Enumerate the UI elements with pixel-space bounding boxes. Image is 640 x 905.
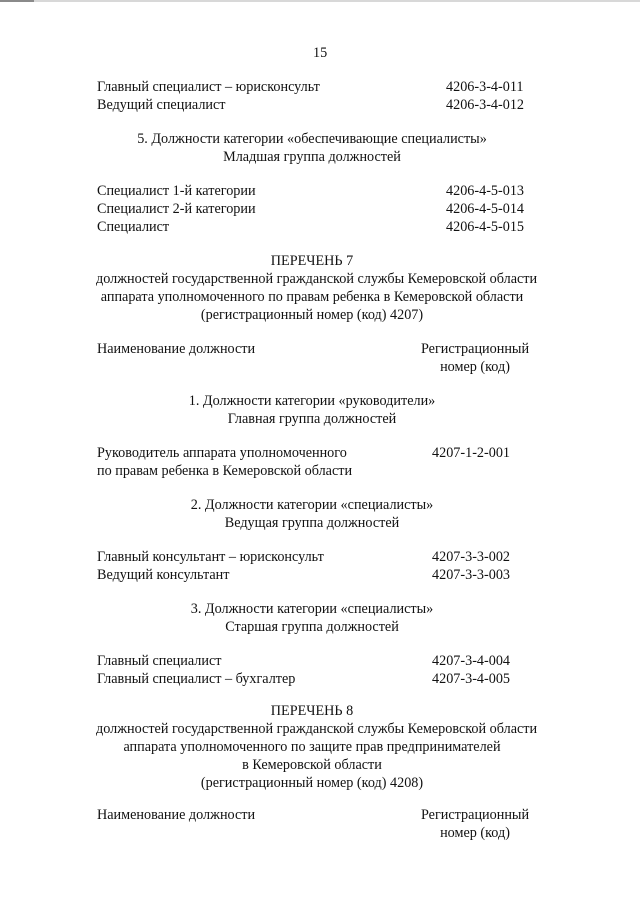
list-title-line: в Кемеровской области bbox=[242, 757, 382, 773]
registration-code: 4207-1-2-001 bbox=[432, 445, 511, 461]
registration-code: 4206-4-5-013 bbox=[446, 183, 525, 199]
list-heading: ПЕРЕЧЕНЬ 7 bbox=[270, 253, 354, 269]
column-header-line: номер (код) bbox=[440, 359, 510, 375]
list-title-line: аппарата уполномоченного по защите прав предпринимателей bbox=[123, 739, 501, 755]
registration-code: 4206-4-5-015 bbox=[446, 219, 525, 235]
position-name: Ведущий консультант bbox=[97, 567, 230, 583]
column-header-line: Регистрационный bbox=[420, 341, 530, 357]
position-name: Ведущий специалист bbox=[97, 97, 226, 113]
column-header-name: Наименование должности bbox=[97, 807, 256, 823]
registration-code: 4207-3-3-003 bbox=[432, 567, 511, 583]
table-row bbox=[97, 96, 537, 114]
table-row bbox=[97, 78, 537, 96]
column-header-code bbox=[410, 340, 540, 376]
category-heading: 5. Должности категории «обеспечивающие специалисты» bbox=[137, 131, 487, 147]
registration-code: 4207-3-3-002 bbox=[432, 549, 511, 565]
position-name: Главный специалист bbox=[97, 653, 222, 669]
position-name: Главный консультант – юрисконсульт bbox=[97, 549, 324, 565]
list-title-line: (регистрационный номер (код) 4208) bbox=[200, 775, 424, 791]
table-row bbox=[97, 548, 537, 566]
category-heading: 1. Должности категории «руководители» bbox=[188, 393, 436, 409]
list-title-line: аппарата уполномоченного по правам ребенка в Кемеровской области bbox=[100, 289, 524, 305]
table-row bbox=[97, 670, 537, 688]
group-heading: Ведущая группа должностей bbox=[224, 515, 400, 531]
category-heading: 2. Должности категории «специалисты» bbox=[190, 497, 434, 513]
column-header-name: Наименование должности bbox=[97, 341, 256, 357]
position-name: Главный специалист – юрисконсульт bbox=[97, 79, 320, 95]
group-heading: Младшая группа должностей bbox=[223, 149, 401, 165]
position-name: Главный специалист – бухгалтер bbox=[97, 671, 296, 687]
group-heading: Главная группа должностей bbox=[227, 411, 397, 427]
page-number: 15 bbox=[313, 45, 328, 61]
position-name-line: Руководитель аппарата уполномоченного bbox=[97, 445, 347, 461]
registration-code: 4206-3-4-011 bbox=[446, 79, 524, 95]
table-row bbox=[97, 200, 537, 218]
registration-code: 4206-4-5-014 bbox=[446, 201, 525, 217]
table-row bbox=[97, 652, 537, 670]
list-heading: ПЕРЕЧЕНЬ 8 bbox=[270, 703, 354, 719]
column-header-code bbox=[410, 806, 540, 842]
column-header-line: номер (код) bbox=[440, 825, 510, 841]
position-name: Специалист bbox=[97, 219, 170, 235]
table-row bbox=[97, 218, 537, 236]
registration-code: 4207-3-4-005 bbox=[432, 671, 511, 687]
list-title-line: (регистрационный номер (код) 4207) bbox=[200, 307, 424, 323]
group-heading: Старшая группа должностей bbox=[225, 619, 399, 635]
registration-code: 4206-3-4-012 bbox=[446, 97, 525, 113]
table-row bbox=[97, 566, 537, 584]
position-name: Специалист 1-й категории bbox=[97, 183, 256, 199]
registration-code: 4207-3-4-004 bbox=[432, 653, 511, 669]
table-row bbox=[97, 182, 537, 200]
category-heading: 3. Должности категории «специалисты» bbox=[190, 601, 434, 617]
position-name bbox=[97, 444, 352, 480]
position-name-line: по правам ребенка в Кемеровской области bbox=[97, 463, 353, 479]
list-title-line: должностей государственной гражданской службы Кемеровской области bbox=[96, 721, 538, 737]
column-header-line: Регистрационный bbox=[420, 807, 530, 823]
position-name: Специалист 2-й категории bbox=[97, 201, 256, 217]
scan-top-border bbox=[0, 0, 640, 2]
list-title-line: должностей государственной гражданской службы Кемеровской области bbox=[96, 271, 538, 287]
